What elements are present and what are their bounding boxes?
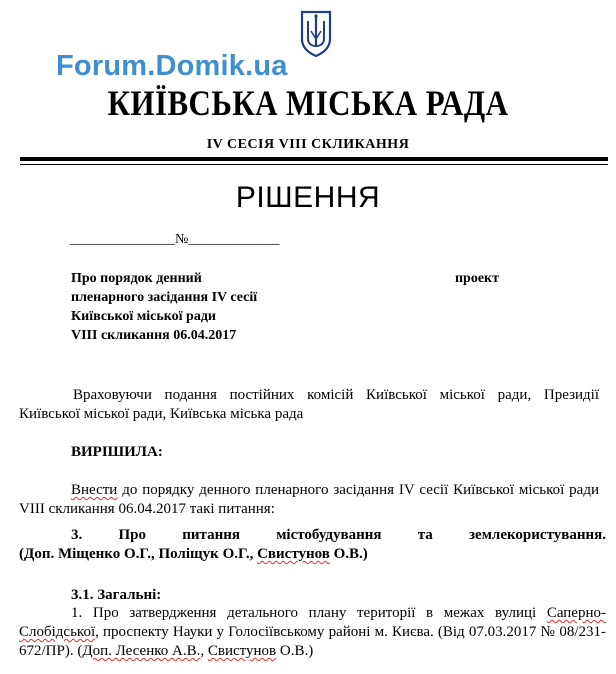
document-type-heading: РІШЕННЯ [235,181,381,214]
subject-line-4: VIII скликання 06.04.2017 [71,328,237,343]
subsection-3-1-heading: 3.1. Загальні: [71,587,162,603]
speaker-ref: Доп. Лесенко А.В. [82,643,201,659]
subject-line-3: Київської міської ради [71,309,216,324]
subject-line-2: пленарного засідання IV сесії [71,290,258,305]
coat-of-arms-icon [299,9,333,57]
section-3-title: 3. Про питання містобудування та землекористування. [71,527,606,543]
intro-paragraph [19,481,599,519]
decided-heading: ВИРІШИЛА: [71,444,163,460]
session-subtitle: IV СЕСІЯ VIII СКЛИКАННЯ [206,137,410,152]
subject-line-1: Про порядок денний [71,271,202,286]
forum-watermark: Forum.Domik.ua [56,50,288,82]
section-3-responsible: (Доп. Міщенко О.Г., Поліщук О.Г., Свистунов О.В.) [19,546,368,562]
intro-text: до порядку денного пленарного засідання IV сесії Київської міської ради VIII скликання 06.04.2017 такі питання: [19,482,599,517]
intro-first-word: Внести [71,482,118,498]
council-title: КИЇВСЬКА МІСЬКА РАДА [107,83,509,123]
header-rule-thin [20,164,608,165]
co-speaker-name: Свистунов [207,643,277,659]
decision-number-line: _______________№_____________ [70,232,280,247]
header-rule-thick [20,157,608,161]
section-3-heading [19,526,606,564]
decision-subject [71,269,499,345]
street-name: Саперно-Слобідської [19,605,606,640]
item-1-paragraph: 1. Про затвердження детального плану території в межах вулиці Саперно-Слобідської, проспекту Науки у Голосіївському районі м. Києва. (Від 07.03.2017 № 08/231-672/ПР). (Доп. Лесенко А.В., Свистунов О.В.) [19,605,606,659]
responsible-name: Свистунов [257,546,330,562]
draft-label: проект [454,271,499,286]
preamble-paragraph: Враховуючи подання постійних комісій Київської міської ради, Президії Київської міської ради, Київська міська рада [19,387,599,422]
